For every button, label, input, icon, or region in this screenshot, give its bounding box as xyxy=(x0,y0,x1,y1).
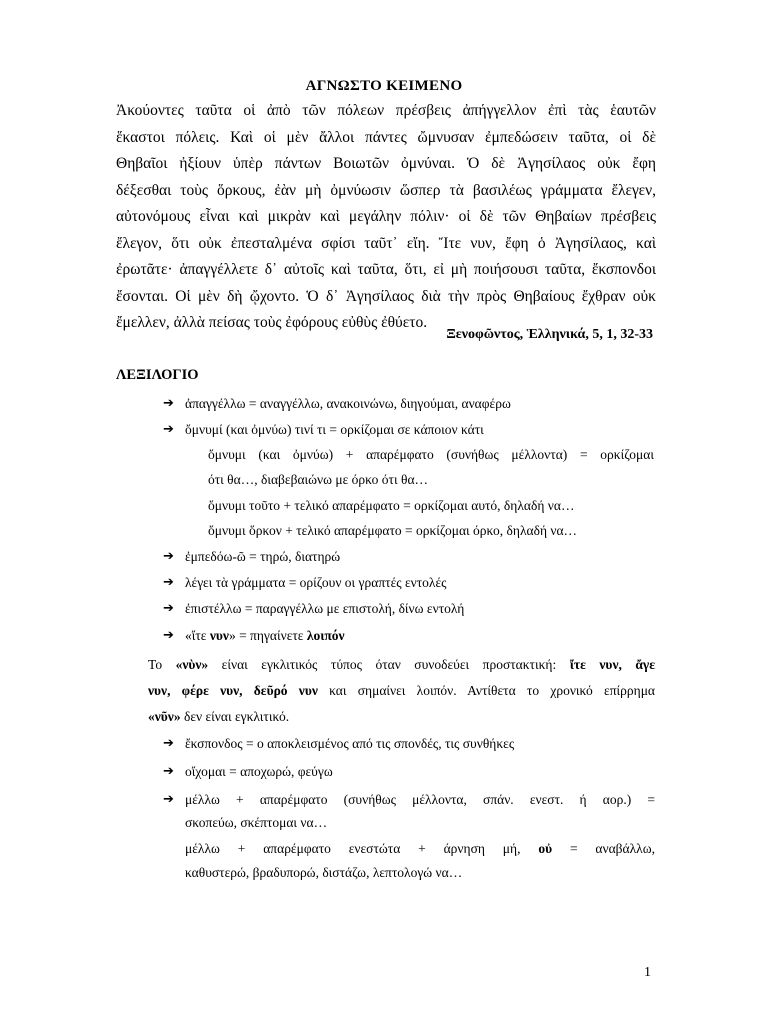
bold-run: ἴτε νυν, ἄγε xyxy=(569,657,655,672)
bold-run: λοιπόν xyxy=(306,628,345,643)
passage-line: ἕκαστοι πόλεις. Καὶ οἱ μὲν ἄλλοι πάντες ὤμνυσαν ἐμπεδώσειν ταῦτα, οἱ δὲ xyxy=(116,128,656,146)
lexicon-heading: ΛΕΞΙΛΟΓΙΟ xyxy=(116,367,199,383)
passage-line: δέξεσθαι τοὺς ὅρκους, ἐὰν μὴ ὀμνύωσιν ὥσπερ τὰ βασιλέως γράμματα ἔλεγεν, xyxy=(116,181,656,199)
entry-text: μέλλω + απαρέμφατο (συνήθως μέλλοντα, σπάν. ενεστ. ή αορ.) = xyxy=(185,792,655,807)
arrow-icon: ➔ xyxy=(163,736,174,751)
passage-line: ἐρωτᾶτε· ἀπαγγέλλετε δ᾽ αὐτοῖς καὶ ταῦτα, ὅτι, εἰ μὴ ποιήσουσι ταῦτα, ἔκσπονδοι xyxy=(116,261,656,278)
entry-text: ἐμπεδόω-ῶ = τηρώ, διατηρώ xyxy=(185,549,341,564)
text-run: » = πηγαίνετε xyxy=(228,628,307,643)
text-run: και σημαίνει λοιπόν. Αντίθετα το χρονικό επίρρημα xyxy=(317,683,656,698)
note-line xyxy=(148,704,655,730)
passage-line: ἔλεγον, ὅτι οὐκ ἐπεσταλμένα σφίσι ταῦτ᾽ εἴη. Ἴτε νυν, ἔφη ὁ Ἀγησίλαος, καὶ xyxy=(116,234,656,252)
arrow-icon: ➔ xyxy=(163,792,174,807)
document-title: ΑΓΝΩΣΤΟ ΚΕΙΜΕΝΟ xyxy=(305,78,463,94)
passage-line: αὐτονόμους εἶναι καὶ μικρὰν καὶ μεγάλην πόλιν· οἱ δὲ τῶν Θηβαίων πρέσβεις xyxy=(116,208,656,225)
passage-line: ἔσονται. Οἱ μὲν δὴ ᾤχοντο. Ὁ δ᾽ Ἀγησίλαος διὰ τὴν πρὸς Θηβαίους ἔχθραν οὐκ xyxy=(116,287,656,305)
entry-text: λέγει τὰ γράμματα = ορίζουν οι γραπτές εντολές xyxy=(185,575,447,590)
entry-text: οἴχομαι = αποχωρώ, φεύγω xyxy=(185,764,333,779)
bold-run: οὐ xyxy=(538,841,553,856)
text-run: Το xyxy=(148,657,176,672)
entry-text xyxy=(185,624,345,648)
passage-line: Θηβαῖοι ἠξίουν ὑπὲρ πάντων Βοιωτῶν ὀμνύναι. Ὁ δὲ Ἀγησίλαος οὐκ ἔφη xyxy=(116,155,656,172)
bold-run: νυν, φέρε νυν, δεῦρό νυν xyxy=(148,683,318,698)
passage-line: ἔμελλεν, ἀλλὰ πείσας τοὺς ἐφόρους εὐθὺς ἐθύετο. xyxy=(116,314,428,331)
entry-text: ἔκσπονδος = ο αποκλεισμένος από τις σπονδές, τις συνθήκες xyxy=(185,736,515,751)
entry-continuation: καθυστερώ, βραδυπορώ, διστάζω, λεπτολογώ να… xyxy=(185,865,463,880)
lexicon-entry xyxy=(163,788,655,812)
entry-text: ἐπιστέλλω = παραγγέλλω με επιστολή, δίνω εντολή xyxy=(185,601,465,616)
ancient-greek-passage xyxy=(116,98,656,337)
arrow-icon: ➔ xyxy=(163,396,174,411)
note-line xyxy=(148,652,655,678)
text-run: = αναβάλλω, xyxy=(552,841,655,856)
source-citation: Ξενοφῶντος, Ἑλληνικά, 5, 1, 32-33 xyxy=(446,327,653,342)
page-number: 1 xyxy=(644,965,651,980)
text-run: είναι εγκλιτικός τύπος όταν συνοδεύει προστακτική: xyxy=(208,657,570,672)
text-run: δεν είναι εγκλιτικό. xyxy=(180,709,290,724)
text-run: μέλλω + απαρέμφατο ενεστώτα + άρνηση μή, xyxy=(185,841,539,856)
passage-line: Ἀκούοντες ταῦτα οἱ ἀπὸ τῶν πόλεων πρέσβεις ἀπήγγελλον ἐπὶ τὰς ἑαυτῶν xyxy=(116,102,656,119)
entry-continuation: σκοπεύω, σκέπτομαι να… xyxy=(185,815,328,830)
bold-run: «νὺν» xyxy=(175,657,209,672)
entry-text: ὄμνυμί (και ὀμνύω) τινί τι = ορκίζομαι σε κάποιον κάτι xyxy=(185,422,484,437)
arrow-icon: ➔ xyxy=(163,601,174,616)
bold-run: «νῦν» xyxy=(148,709,181,724)
entry-subline: ὄμνυμι τοῦτο + τελικό απαρέμφατο = ορκίζομαι αυτό, δηλαδή να… xyxy=(208,498,575,513)
arrow-icon: ➔ xyxy=(163,575,174,590)
arrow-icon: ➔ xyxy=(163,628,174,643)
arrow-icon: ➔ xyxy=(163,422,174,437)
arrow-icon: ➔ xyxy=(163,549,174,564)
entry-text: ἀπαγγέλλω = αναγγέλλω, ανακοινώνω, διηγούμαι, αναφέρω xyxy=(185,396,511,411)
enclitic-note xyxy=(148,652,655,730)
entry-subline: ότι θα…, διαβεβαιώνω με όρκο ότι θα… xyxy=(208,472,429,487)
entry-subline: ὄμνυμι ὅρκον + τελικό απαρέμφατο = ορκίζομαι όρκο, δηλαδή να… xyxy=(208,523,578,538)
text-run: «ἴτε xyxy=(185,628,210,643)
entry-continuation xyxy=(185,836,655,862)
bold-run: νυν xyxy=(209,628,229,643)
entry-subline: ὄμνυμι (και ὀμνύω) + απαρέμφατο (συνήθως μέλλοντα) = ορκίζομαι xyxy=(208,447,654,462)
arrow-icon: ➔ xyxy=(163,764,174,779)
note-line xyxy=(148,678,655,704)
